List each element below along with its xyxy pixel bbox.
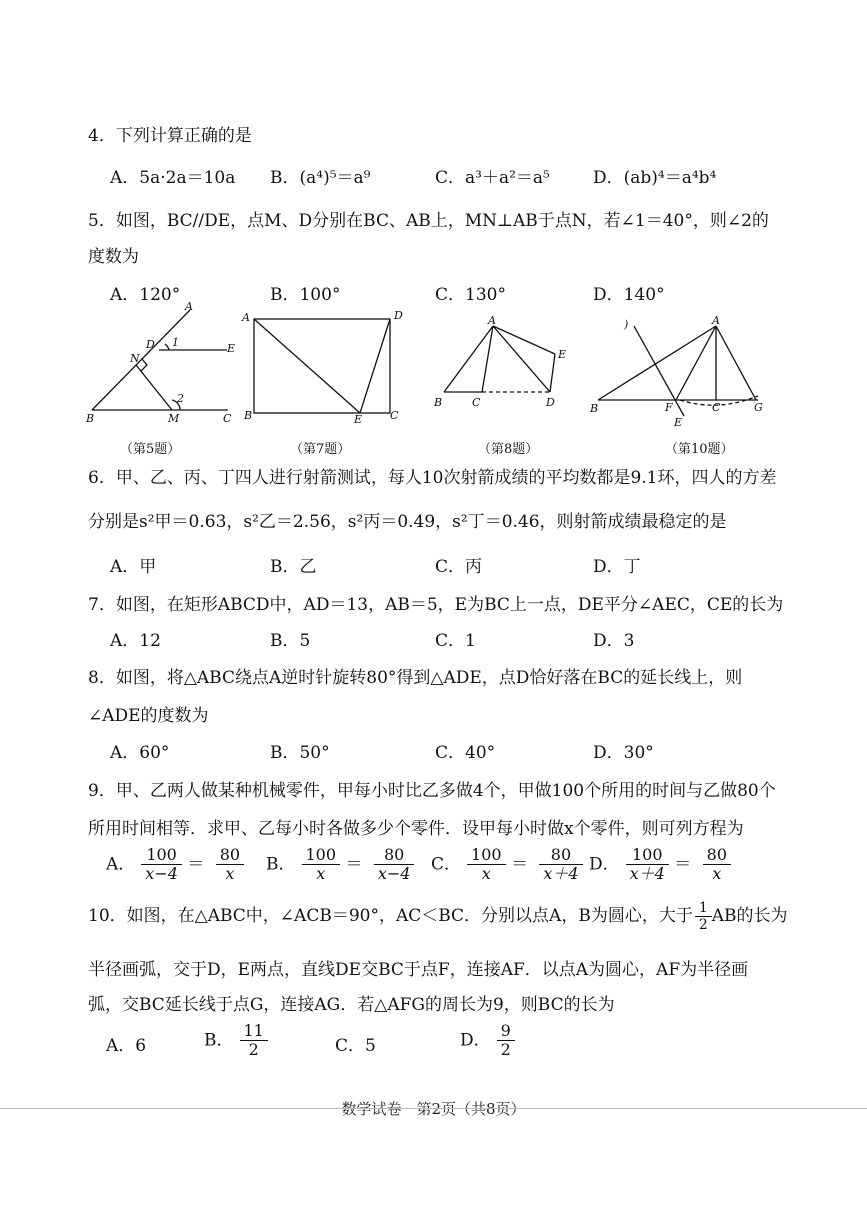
q10-option-b: B． $\frac{11}{2}$ xyxy=(204,1022,268,1060)
fig5-label-e: E xyxy=(227,342,236,355)
q4-option-a: A．5a·2a＝10a xyxy=(110,168,236,188)
q9-stem-line1: 9．甲、乙两人做某种机械零件，甲每小时比乙多做4个，甲做100个所用的时间与乙做80个 xyxy=(88,781,776,801)
q7-option-b: B．5 xyxy=(270,631,311,651)
fig5-label-1: 1 xyxy=(172,336,179,349)
q9-option-d: D． $\frac{100}{x+4}$ ＝ $\frac{80}{x}$ xyxy=(589,846,731,884)
fig10-label-a: A xyxy=(712,314,720,327)
q7-option-c: C．1 xyxy=(435,631,476,651)
q5-option-a: A．120° xyxy=(110,285,181,305)
q6-option-c: C．丙 xyxy=(435,557,483,577)
q6-option-d: D．丁 xyxy=(593,557,641,577)
q7-option-a: A．12 xyxy=(110,631,161,651)
q10-option-c: C．5 xyxy=(335,1036,376,1056)
q8-option-d: D．30° xyxy=(593,743,654,763)
q9-option-b: B． $\frac{100}{x}$ ＝ $\frac{80}{x-4}$ xyxy=(266,846,414,884)
q6-stem-line1: 6．甲、乙、丙、丁四人进行射箭测试，每人10次射箭成绩的平均数都是9.1环，四人的方差 xyxy=(88,468,777,488)
q4-option-c: C．a³＋a²＝a⁵ xyxy=(435,168,550,188)
q7-option-d: D．3 xyxy=(593,631,635,651)
fig8-label-a: A xyxy=(488,314,496,327)
q10-stem-line1: 10．如图，在△ABC中，∠ACB＝90°，AC＜BC．分别以点A，B为圆心，大于 $\frac{1}{2}$ AB的长为 xyxy=(88,900,788,934)
q8-option-a: A．60° xyxy=(110,743,170,763)
fig10-label-f: F xyxy=(665,401,673,414)
footer-divider xyxy=(0,1108,867,1109)
fig5-label-2: 2 xyxy=(177,392,184,405)
fig5-label-d: D xyxy=(146,338,155,351)
fig7-label-e: E xyxy=(354,413,363,426)
figure-q10 xyxy=(588,310,778,428)
fig7-label-a: A xyxy=(242,311,250,324)
q9-option-a: A． $\frac{100}{x-4}$ ＝ $\frac{80}{x}$ xyxy=(106,846,244,884)
fig10-label-e: E xyxy=(674,416,683,429)
q10-stem-line2: 半径画弧，交于D，E两点，直线DE交BC于点F，连接AF．以点A为圆心，AF为半径画 xyxy=(88,960,749,980)
q4-option-b: B．(a⁴)⁵＝a⁹ xyxy=(270,168,371,188)
fig5-label-n: N xyxy=(130,352,140,365)
q7-stem: 7．如图，在矩形ABCD中，AD＝13，AB＝5，E为BC上一点，DE平分∠AEC，CE的长为 xyxy=(88,595,784,615)
q5-option-d: D．140° xyxy=(593,285,665,305)
page-footer: 数学试卷 第2页（共8页） xyxy=(341,1100,526,1118)
fig10-label-g: G xyxy=(754,401,763,414)
q9-stem-line2: 所用时间相等．求甲、乙每小时各做多少个零件．设甲每小时做x个零件，则可列方程为 xyxy=(88,819,744,839)
fig8-label-d: D xyxy=(546,396,555,409)
q6-option-a: A．甲 xyxy=(110,557,157,577)
q8-stem-line2: ∠ADE的度数为 xyxy=(88,706,209,726)
q10-option-d: D． $\frac{9}{2}$ xyxy=(460,1022,515,1060)
figure-q5 xyxy=(80,298,240,428)
q5-option-b: B．100° xyxy=(270,285,341,305)
q6-option-b: B．乙 xyxy=(270,557,317,577)
q4-stem: 4．下列计算正确的是 xyxy=(88,126,252,146)
q8-option-c: C．40° xyxy=(435,743,496,763)
fig5-label-a: A xyxy=(185,300,193,313)
q10-stem-line3: 弧，交BC延长线于点G，连接AG．若△AFG的周长为9，则BC的长为 xyxy=(88,995,615,1015)
fig5-label-b: B xyxy=(86,412,95,425)
fig8-label-b: B xyxy=(434,396,443,409)
q4-option-d: D．(ab)⁴＝a⁴b⁴ xyxy=(593,168,717,188)
fig7-label-d: D xyxy=(394,309,403,322)
figure-q7 xyxy=(240,305,410,425)
fig10-label-b: B xyxy=(590,402,599,415)
fig8-label-e: E xyxy=(558,348,567,361)
q5-option-c: C．130° xyxy=(435,285,506,305)
q5-stem-line1: 5．如图，BC//DE，点M、D分别在BC、AB上，MN⊥AB于点N，若∠1＝40°，则∠2的 xyxy=(88,211,769,231)
fig10-label-d: ) xyxy=(624,318,629,331)
q10-option-a: A．6 xyxy=(106,1036,147,1056)
fig8-label-c: C xyxy=(472,396,481,409)
fig7-label-b: B xyxy=(244,409,253,422)
caption-fig5: （第5题） xyxy=(120,442,181,457)
caption-fig7: （第7题） xyxy=(290,442,351,457)
figure-q8 xyxy=(430,312,580,412)
caption-fig10: （第10题） xyxy=(665,442,734,457)
fig5-label-c: C xyxy=(223,412,232,425)
q8-stem-line1: 8．如图，将△ABC绕点A逆时针旋转80°得到△ADE，点D恰好落在BC的延长线上，则 xyxy=(88,668,743,688)
fig10-label-c: C xyxy=(712,401,721,414)
caption-fig8: （第8题） xyxy=(478,442,539,457)
fig7-label-c: C xyxy=(390,409,399,422)
fig5-label-m: M xyxy=(168,412,180,425)
q5-stem-line2: 度数为 xyxy=(88,247,139,267)
q6-stem-line2: 分别是s²甲＝0.63，s²乙＝2.56，s²丙＝0.49，s²丁＝0.46，则射箭成绩最稳定的是 xyxy=(88,512,727,532)
q9-option-c: C． $\frac{100}{x}$ ＝ $\frac{80}{x+4}$ xyxy=(431,846,583,884)
q8-option-b: B．50° xyxy=(270,743,330,763)
